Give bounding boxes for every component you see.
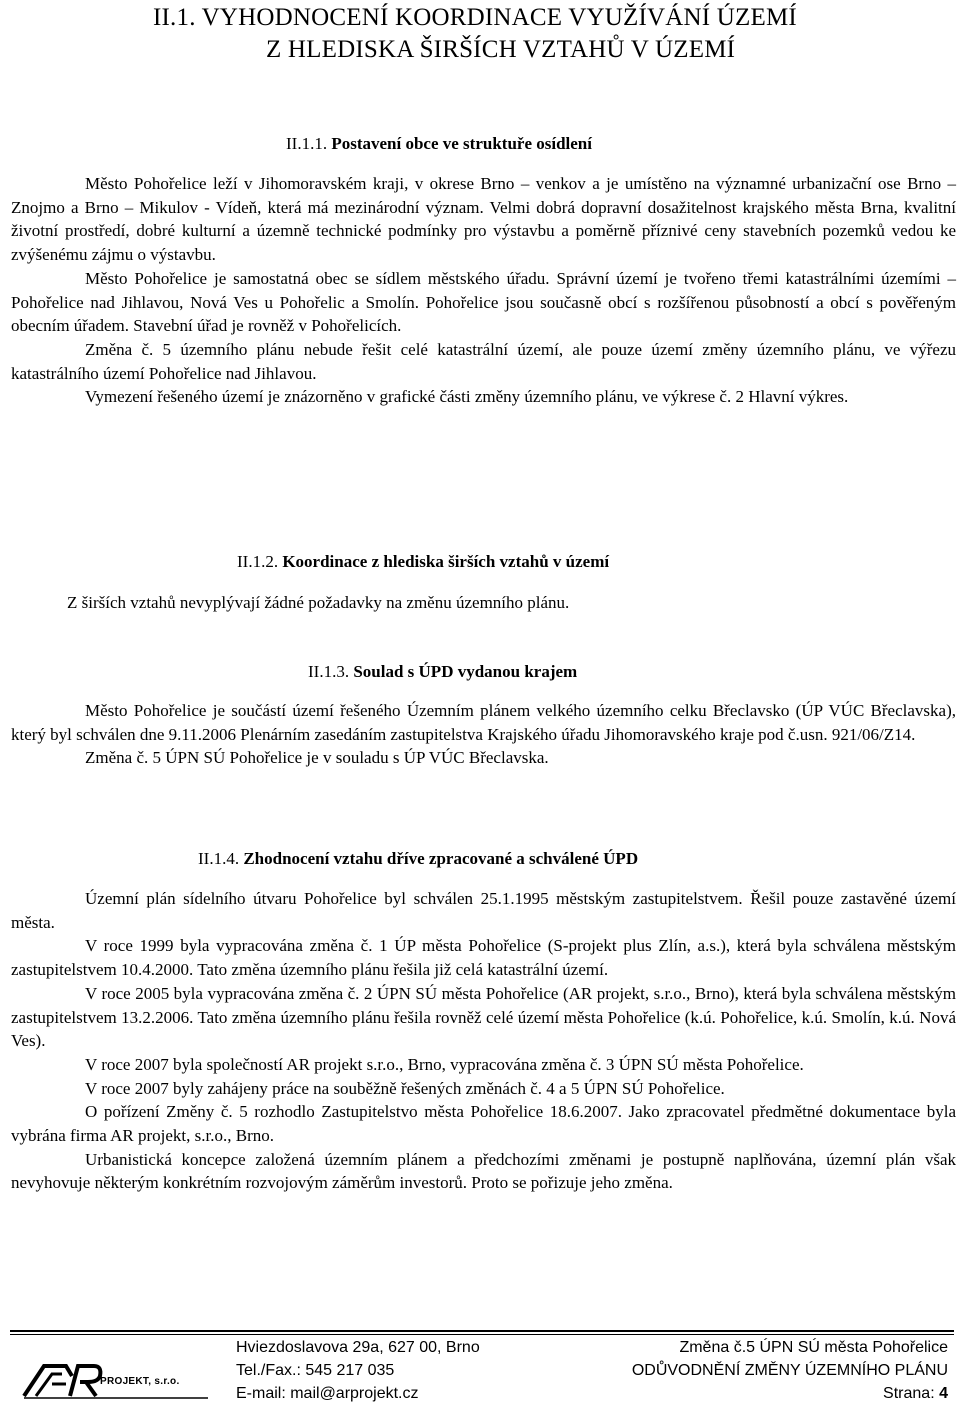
section-heading-3 [308,661,577,683]
section-body-1 [11,172,956,409]
page-number [632,1382,948,1405]
paragraph: Město Pohořelice leží v Jihomoravském kraji, v okrese Brno – venkov a je umístěno na významné urbanizační ose Brno – Znojmo a Brno – Mikulov - Vídeň, která má mezinárodní význam. Velmi dobrá dopravní dosažitelnost krajského města Brna, kvalitní životní prostředí, dobré kulturní a územně technické podmínky pro výstavbu a poměrně příznivé ceny stavebních pozemků vedou ke zvýšenému zájmu o výstavbu. [11,174,956,265]
paragraph: Město Pohořelice je samostatná obec se sídlem městského úřadu. Správní území je tvořeno třemi katastrálními územími – Pohořelice nad Jihlavou, Nová Ves u Pohořelic a Smolín. Pohořelice jsou současně obcí s rozšířenou působností a obcí s pověřeným obecním úřadem. Stavební úřad je rovněž v Pohořelicích. [11,268,956,336]
section-heading-1 [286,133,592,155]
section-title: Zhodnocení vztahu dříve zpracované a schválené ÚPD [243,849,639,868]
paragraph: Změna č. 5 územního plánu nebude řešit celé katastrální území, ale pouze území změny územního plánu, ve výřezu katastrálního území Pohořelice nad Jihlavou. [11,339,956,383]
paragraph: Město Pohořelice je součástí území řešeného Územním plánem velkého územního celku Břeclavsko (ÚP VÚC Břeclavska), který byl schválen dne 9.11.2006 Plenárním zasedáním zastupitelstva Krajského úřadu Jihomoravského kraje pod č.usn. 921/06/Z14. [11,701,956,744]
paragraph: V roce 1999 byla vypracována změna č. 1 ÚP města Pohořelice (S-projekt plus Zlín, a.s.), která byla schválena městským zastupitelstvem 10.4.2000. Tato změna územního plánu řešila již celá katastrální území. [11,936,956,980]
logo-company-text: PROJEKT, s.r.o. [100,1376,180,1387]
section-body-2 [11,591,956,615]
chapter-title [153,2,797,66]
chapter-title-line-1: II.1. VYHODNOCENÍ KOORDINACE VYUŽÍVÁNÍ ÚZEMÍ [153,4,797,31]
company-email: E-mail: mail@arprojekt.cz [236,1385,419,1402]
paragraph: O pořízení Změny č. 5 rozhodlo Zastupitelstvo města Pohořelice 18.6.2007. Jako zpracovatel předmětné dokumentace byla vybrána firma AR projekt, s.r.o., Brno. [11,1102,956,1146]
paragraph: V roce 2007 byly zahájeny práce na souběžně řešených změnách č. 4 a 5 ÚPN SÚ Pohořelice. [85,1078,725,1098]
paragraph: V roce 2005 byla vypracována změna č. 2 ÚPN SÚ města Pohořelice (AR projekt, s.r.o., Brno), která byla schválena městským zastupitelstvem 13.2.2006. Tato změna územního plánu řešila rovněž celé území města Pohořelice (k.ú. Pohořelice, k.ú. Smolín, k.ú. Nová Ves). [11,983,956,1051]
section-body-3 [11,699,956,770]
section-number: II.1.1. [286,134,328,153]
section-number: II.1.4. [198,849,240,868]
document-info [632,1336,948,1405]
chapter-title-line-2: Z HLEDISKA ŠIRŠÍCH VZTAHŮ V ÚZEMÍ [266,36,736,63]
page-label: Strana: [883,1385,935,1402]
section-number: II.1.2. [237,552,279,571]
paragraph: Změna č. 5 ÚPN SÚ Pohořelice je v souladu s ÚP VÚC Břeclavska. [85,748,549,768]
paragraph: Územní plán sídelního útvaru Pohořelice byl schválen 25.1.1995 městským zastupitelstvem. Řešil pouze zastavěné území města. [11,889,956,932]
document-part: ODŮVODNĚNÍ ZMĚNY ÚZEMNÍHO PLÁNU [631,1362,948,1379]
section-title: Postavení obce ve struktuře osídlení [331,134,592,153]
footer-divider-thin [10,1334,954,1335]
company-contact [236,1336,480,1405]
paragraph: Z širších vztahů nevyplývají žádné požadavky na změnu územního plánu. [67,593,570,612]
section-heading-2 [237,551,609,573]
footer-divider [10,1330,954,1332]
section-title: Koordinace z hlediska širších vztahů v území [282,552,610,571]
section-title: Soulad s ÚPD vydanou krajem [353,662,578,681]
company-phone: Tel./Fax.: 545 217 035 [236,1362,395,1379]
section-number: II.1.3. [308,662,350,681]
paragraph: V roce 2007 byla společností AR projekt s.r.o., Brno, vypracována změna č. 3 ÚPN SÚ města Pohořelice. [85,1054,804,1074]
paragraph: Urbanistická koncepce založená územním plánem a předchozími změnami je postupně naplňována, územní plán však nevyhovuje některým konkrétním rozvojovým záměrům investorů. Proto se pořizuje jeho změna. [11,1149,956,1193]
company-address: Hviezdoslavova 29a, 627 00, Brno [236,1339,480,1356]
page-value: 4 [939,1385,948,1402]
paragraph: Vymezení řešeného území je znázorněno v grafické části změny územního plánu, ve výkrese č. 2 Hlavní výkres. [85,387,849,407]
section-body-4 [11,887,956,1195]
section-heading-4 [198,848,638,870]
document-name: Změna č.5 ÚPN SÚ města Pohořelice [679,1339,948,1356]
